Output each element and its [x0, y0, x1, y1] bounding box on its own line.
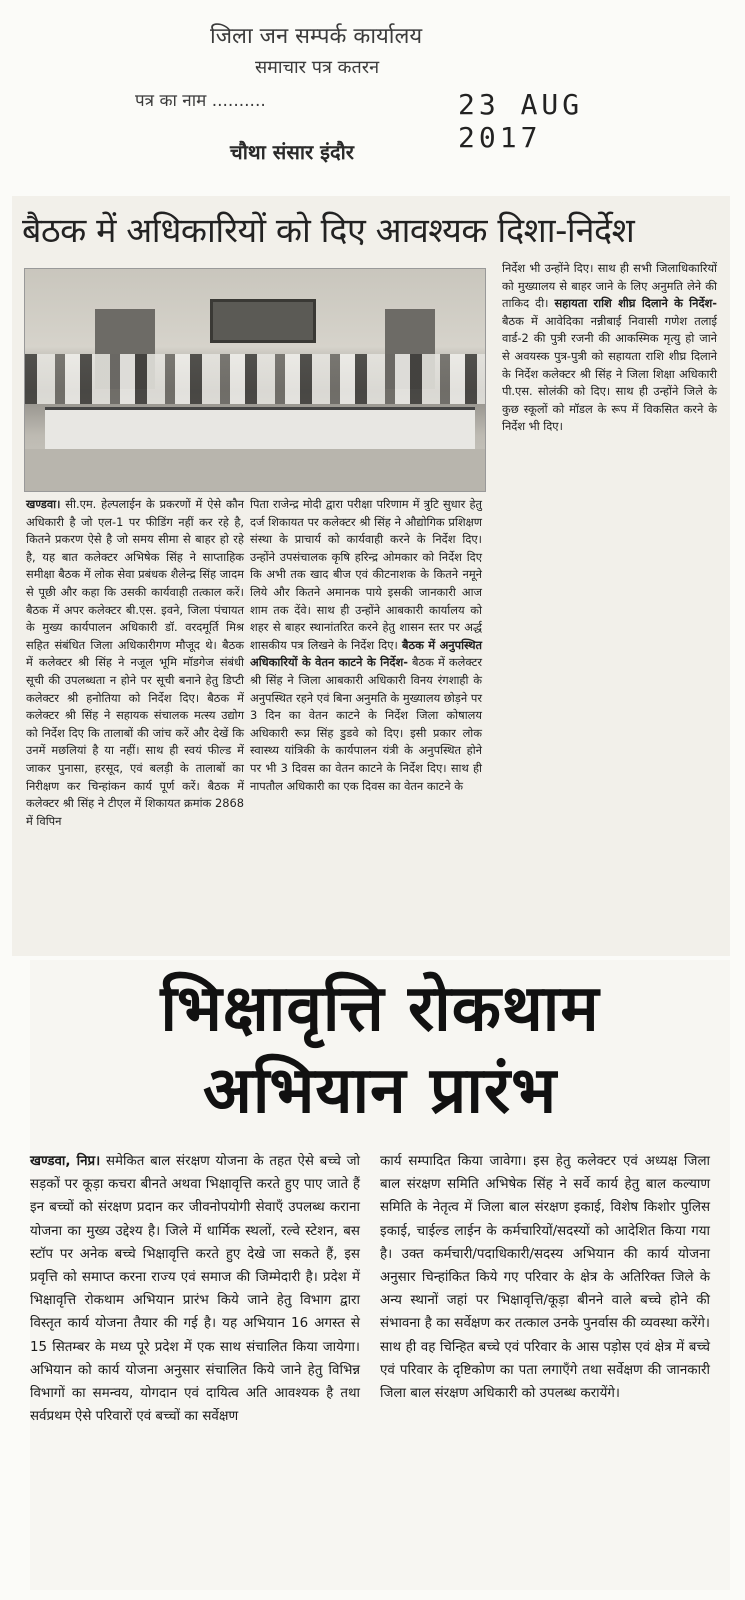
column-text: पिता राजेन्द्र मोदी द्वारा परीक्षा परिणाम में त्रुटि सुधार हेतु दर्ज शिकायत पर कलेक्टर श्री सिंह ने औद्योगिक प्रशिक्षण संस्था के प्राचार्य को कार्यवाही करने के निर्देश दिए। उन्होंने उपसंचालक कृषि हरिन्द्र ओमकार को निर्देश दिए कि अभी तक खाद बीज एवं कीटनाशक के कितने नमूने लिये और कितने अमानक पाये इसकी जानकारी आज शाम तक देंवे। साथ ही उन्होंने आबकारी कार्यालय को शहर से बाहर स्थानांतरित करने हेतु शासन स्तर पर अर्द्ध शासकीय पत्र लिखने के निर्देश दिए।: [250, 497, 482, 652]
column-text: निर्देश भी उन्होंने दिए। साथ ही सभी जिलाधिकारियों को मुख्यालय से बाहर जाने के लिए अनुमति लेने की ताकिद दी।: [502, 261, 717, 311]
stamp-office-name: जिला जन सम्पर्क कार्यालय: [210, 24, 423, 49]
column-text: बैठक में कलेक्टर श्री सिंह ने जिला आबकारी अधिकारी विनय रंगशाही के अनुपस्थित रहने एवं बिना अनुमति के मुख्यालय छोड़ने पर 3 दिन का वेतन काटने के निर्देश जिला कोषालय अधिकारी रूप्न सिंह डुडवे को दिए। इसी प्रकार लोक स्वास्थ्य यांत्रिकी के कार्यपालन यंत्री के अनुपस्थित होने पर भी 3 दिवस का वेतन काटने के निर्देश दिए। साथ ही नापतौल अधिकारी का एक दिवस का वेतन काटने के: [250, 655, 482, 793]
news-clipping-begging-campaign: [30, 960, 730, 1590]
dateline: खण्डवा।: [26, 497, 61, 511]
office-stamp: [120, 10, 640, 164]
article2-column-2: [380, 1150, 710, 1405]
column-text: समेकित बाल संरक्षण योजना के तहत ऐसे बच्चे जो सड़कों पर कूड़ा कचरा बीनते अथवा भिक्षावृत्ति करते हुए पाए जाते हैं इन बच्चों को संरक्षण प्रदान कर जीवनोपयोगी सेवाएँ उपलब्ध कराना योजना का मुख्य उद्देश्य है। जिले में धार्मिक स्थलों, रल्वे स्टेशन, बस स्टॉप पर अनेक बच्चे भिक्षावृत्ति करते हुए देखे जा सकते हैं, इस प्रवृत्ति को समाप्त करना राज्य एवं समाज की जिम्मेदारी है। प्रदेश में भिक्षावृत्ति रोकथाम अभियान प्रारंभ किये जाने हेतु विभाग द्वारा विस्तृत कार्य योजना तैयार की गई है। यह अभियान 16 अगस्त से 15 सितम्बर के मध्य पूरे प्रदेश में एक साथ संचालित किया जायेगा। अभियान को कार्य योजना अनुसार संचालित किये जाने हेतु विभिन्न विभागों का समन्वय, योगदान एवं दायित्व अति आवश्यक है तथा सर्वप्रथम ऐसे परिवारों एवं बच्चों का सर्वेक्षण: [30, 1154, 361, 1425]
article1-column-1: [26, 496, 244, 830]
article2-column-1: [30, 1150, 360, 1428]
stamp-date: 23 AUG 2017: [458, 88, 584, 154]
article1-column-2: [250, 496, 482, 795]
stamp-clipping-label: समाचार पत्र कतरन: [255, 57, 380, 78]
headline-line-1: भिक्षावृत्ति रोकथाम: [160, 972, 600, 1046]
column-text: कार्य सम्पादित किया जावेगा। इस हेतु कलेक्टर एवं अध्यक्ष जिला बाल संरक्षण समिति अभिषेक सिंह ने सर्वे कार्य हेतु बाल कल्याण समिति के नेतृत्व में जिला बाल संरक्षण इकाई, विशेष किशोर पुलिस इकाई, चाईल्ड लाईन के कर्मचारियों/सदस्यों को आदेशित किया गया है। उक्त कर्मचारी/पदाधिकारी/सदस्य अभियान की कार्य योजना अनुसार चिन्हांकित किये गए परिवार के क्षेत्र के अतिरिक्त जिले के अन्य स्थानों जहां पर भिक्षावृत्ति/कूड़ा बीनने वाले बच्चे होने की संभावना है का सर्वेक्षण कर तत्काल उनके पुनर्वास की व्यवस्था करेंगे। साथ ही वह चिन्हित बच्चे एवं परिवार के आस पड़ोस एवं क्षेत्र में बच्चे एवं परिवार के दृष्टिकोण का पता लगाएँगे तथा सर्वेक्षण की जानकारी जिला बाल संरक्षण अधिकारी को उपलब्ध करायेंगे।: [380, 1154, 710, 1402]
column-text: बैठक में आवेदिका नन्नीबाई निवासी गणेश तलाई वार्ड-2 की पुत्री रजनी की आकस्मिक मृत्यु हो जाने से अवयस्क पुत्र-पुत्री को सहायता राशि शीघ्र दिलाने के निर्देश कलेक्टर श्री सिंह ने जिला शिक्षा अधिकारी पी.एस. सोलंकी को दिए। साथ ही उन्होंने जिले के कुछ स्कूलों को मॉडल के रूप में विकसित करने के निर्देश भी दिए।: [502, 313, 717, 434]
dateline: खण्डवा, निप्र।: [30, 1154, 101, 1169]
news-clipping-meeting: [12, 196, 730, 956]
stamp-newspaper: चौथा संसार इंदौर: [230, 140, 354, 164]
headline-line-2: अभियान प्रारंभ: [202, 1054, 558, 1128]
subheading-relief-amount: सहायता राशि शीघ्र दिलाने के निर्देश-: [554, 296, 717, 311]
stamp-paper-name-label: पत्र का नाम ..........: [135, 91, 266, 111]
article1-column-3: [502, 260, 717, 436]
column-text: सी.एम. हेल्पलाईन के प्रकरणों में ऐसे कौन अधिकारी है जो एल-1 पर फीडिंग नहीं कर रहे है, कितने प्रकरण ऐसे है जो समय सीमा से बाहर हो रहे है, यह बात कलेक्टर अभिषेक सिंह ने साप्ताहिक समीक्षा बैठक में लोक सेवा प्रबंधक शैलेन्द्र सिंह जादम से पूछी और कहा कि उसकी कार्यवाही तत्काल करें। बैठक में अपर कलेक्टर बी.एस. इवने, जिला पंचायत के मुख्य कार्यपालन अधिकारी डॉ. वरदमूर्ति मिश्र सहित संबंधित जिला अधिकारीगण मौजूद थे। बैठक में कलेक्टर श्री सिंह ने नजूल भूमि मॉडगेज संबंधी सूची की उपलब्धता न होने पर सूची बनाने हेतु डिप्टी कलेक्टर श्री हनोतिया को निर्देश दिए। बैठक में कलेक्टर श्री सिंह ने सहायक संचालक मत्स्य उद्योग को निर्देश दिए कि तालाबों की जांच करें और देखें कि उनमें मछलियां है या नहीं। साथ ही स्वयं फील्ड में जाकर पुनासा, हरसूद, एवं बलड़ी के तालाबों का निरीक्षण कर चिन्हांकन कार्य पूर्ण करें। बैठक में कलेक्टर श्री सिंह ने टीएल में शिकायत क्रमांक 2868 में विपिन: [26, 497, 245, 828]
meeting-photo: [24, 268, 486, 492]
headline-meeting: बैठक में अधिकारियों को दिए आवश्यक दिशा-निर्देश: [22, 211, 635, 251]
subheading-salary-cut: बैठक में अनुपस्थित अधिकारियों के वेतन काटने के निर्देश-: [250, 637, 482, 670]
